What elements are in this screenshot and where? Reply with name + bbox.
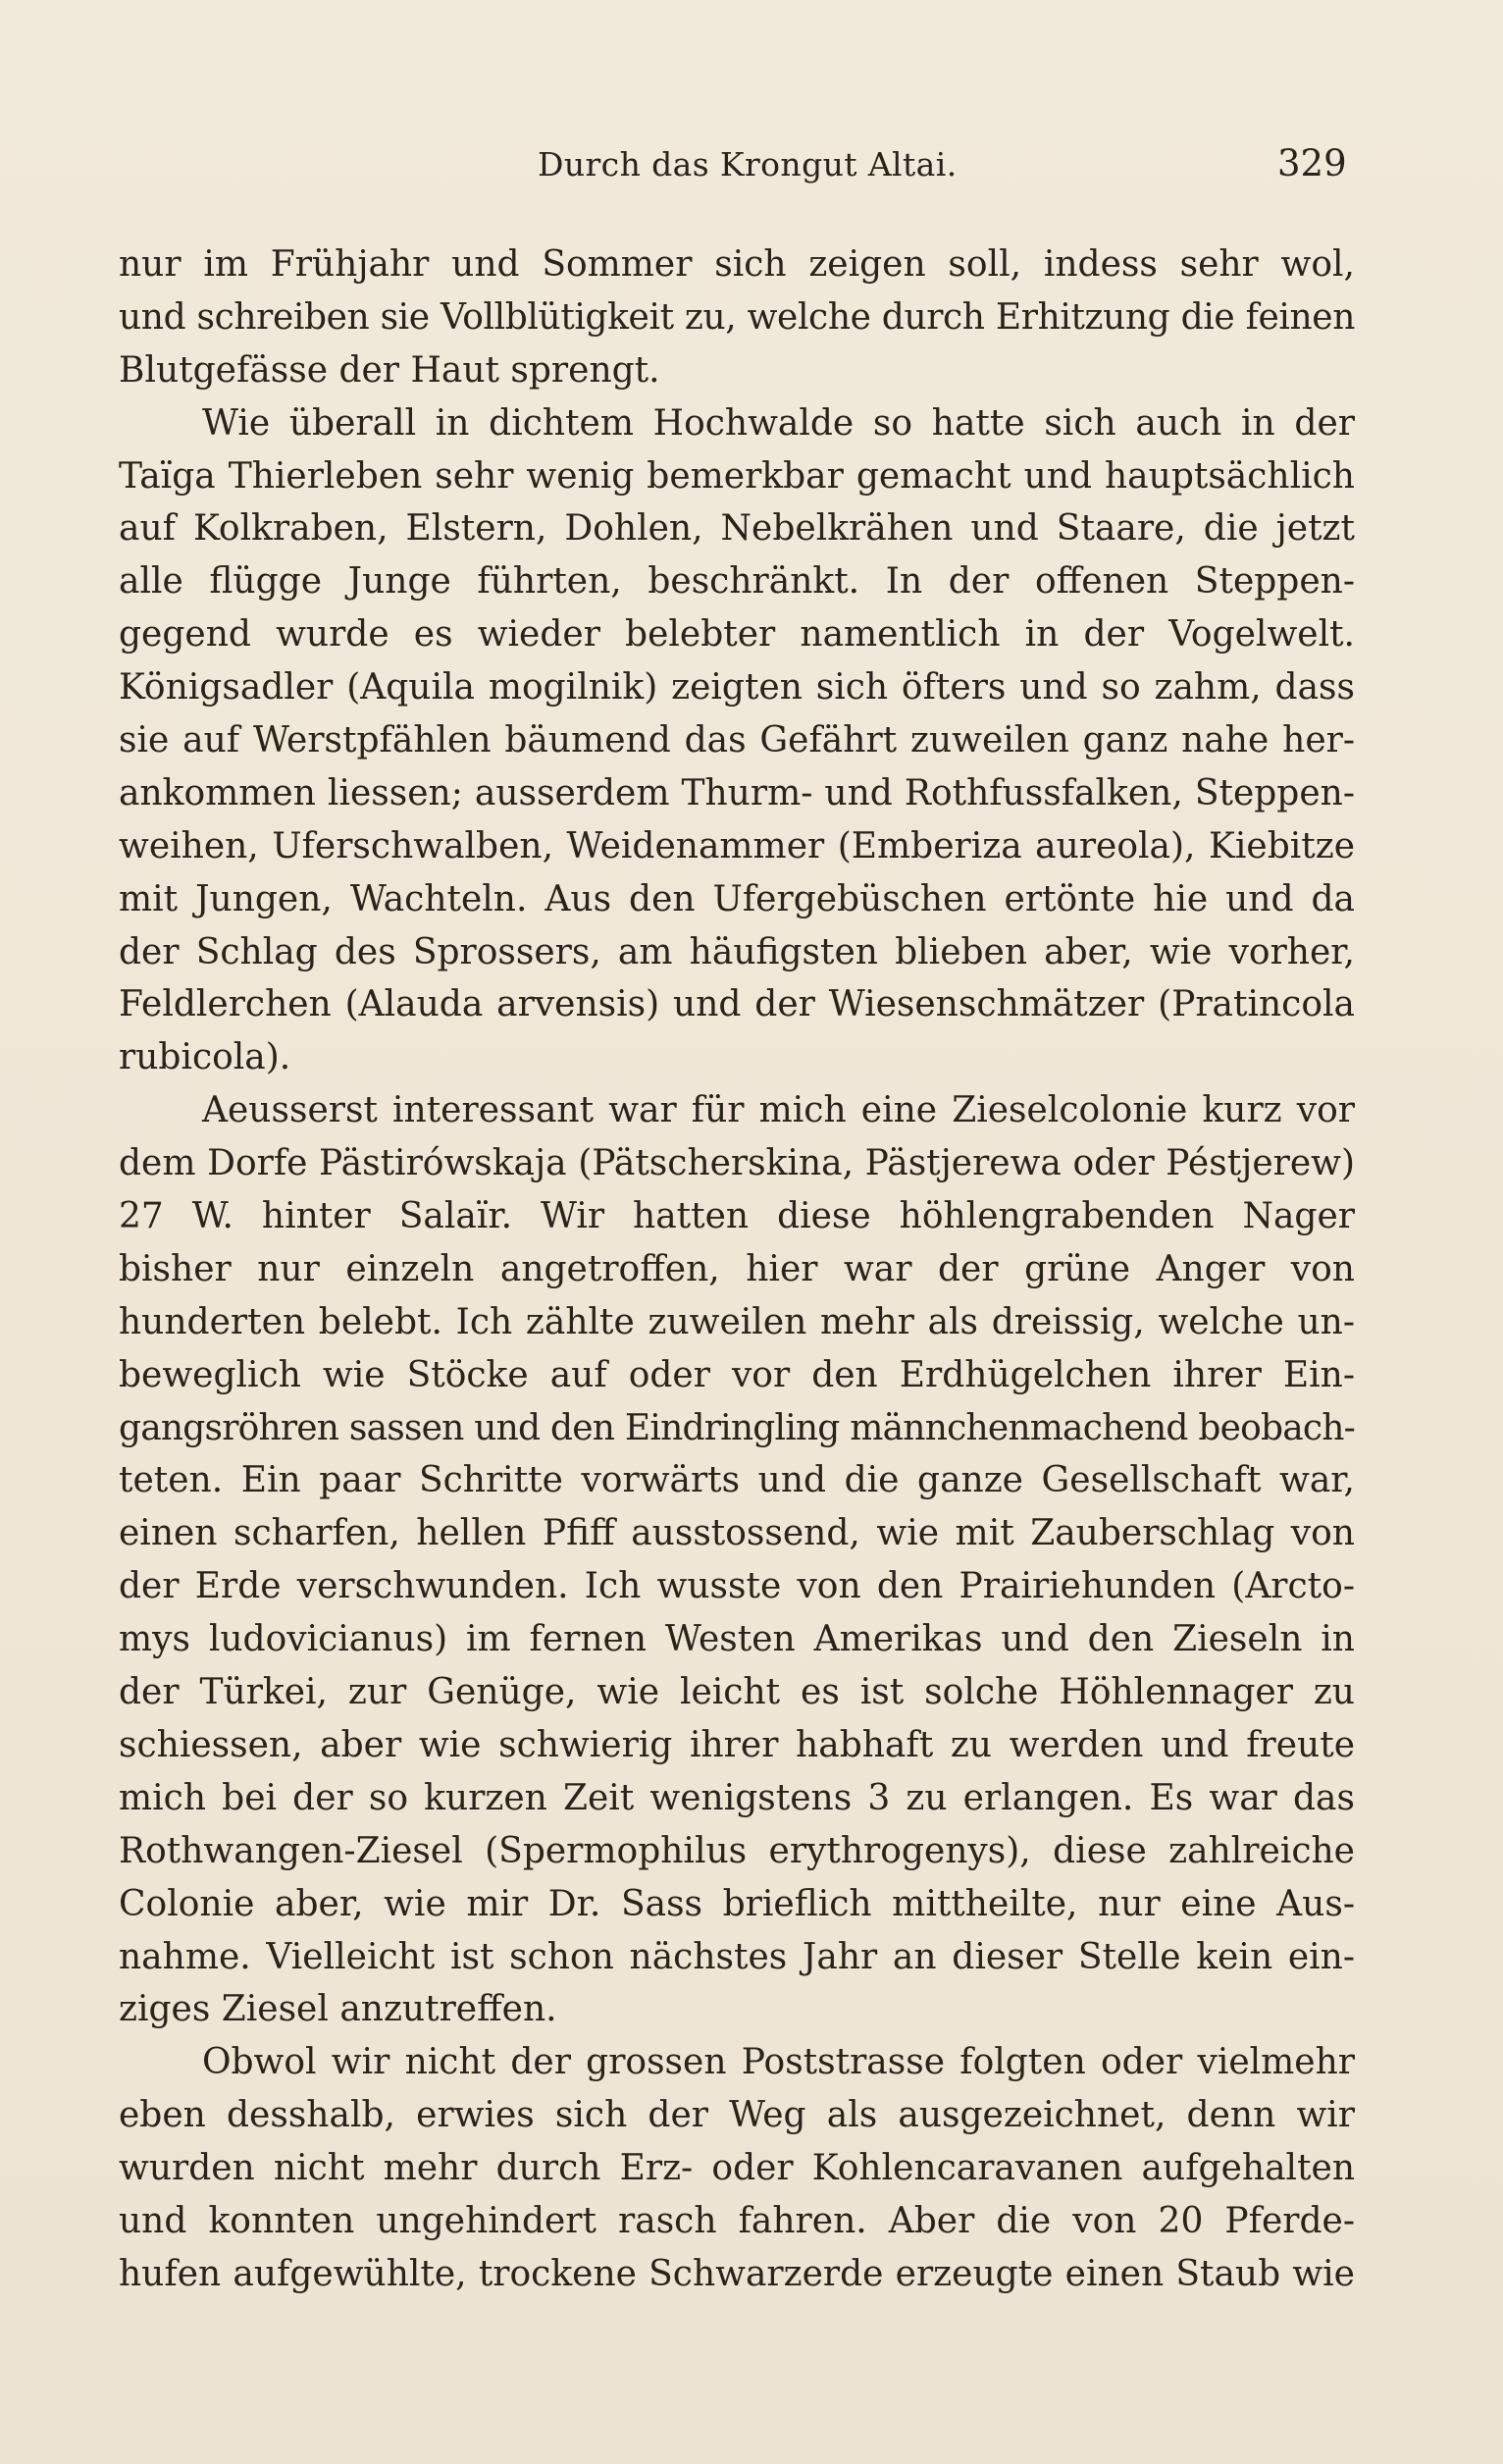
text-line: wurden nicht mehr durch Erz- oder Kohlencaravanen aufgehalten xyxy=(119,2148,1355,2189)
text-line: 27 W. hinter Salaïr. Wir hatten diese höhlengrabenden Nager xyxy=(119,1196,1355,1237)
text-line: Aeusserst interessant war für mich eine Zieselcolonie kurz vor xyxy=(202,1090,1355,1131)
text-line: mich bei der so kurzen Zeit wenigstens 3 zu erlangen. Es war das xyxy=(119,1777,1355,1818)
text-line: Obwol wir nicht der grossen Poststrasse folgten oder vielmehr xyxy=(202,2042,1355,2083)
text-line: teten. Ein paar Schritte vorwärts und die ganze Gesellschaft war, xyxy=(119,1460,1355,1501)
text-line: auf Kolkraben, Elstern, Dohlen, Nebelkrähen und Staare, die jetzt xyxy=(119,508,1355,550)
text-line: hufen aufgewühlte, trockene Schwarzerde erzeugte einen Staub wie xyxy=(119,2253,1355,2294)
text-line: der Erde verschwunden. Ich wusste von den Prairiehunden (Arcto- xyxy=(119,1566,1355,1607)
text-line: schiessen, aber wie schwierig ihrer habhaft zu werden und freute xyxy=(119,1724,1355,1765)
text-line: nur im Frühjahr und Sommer sich zeigen soll, indess sehr wol, xyxy=(119,244,1355,285)
text-line: Taïga Thierleben sehr wenig bemerkbar gemacht und hauptsächlich xyxy=(119,455,1355,497)
text-line: bisher nur einzeln angetroffen, hier war der grüne Anger von xyxy=(119,1248,1355,1289)
text-line: eben desshalb, erwies sich der Weg als ausgezeichnet, denn wir xyxy=(119,2095,1355,2136)
text-line: Wie überall in dichtem Hochwalde so hatte sich auch in der xyxy=(202,402,1355,444)
text-line: der Türkei, zur Genüge, wie leicht es ist solche Höhlennager zu xyxy=(119,1672,1355,1713)
text-line: rubicola). xyxy=(119,1037,291,1078)
page-number: 329 xyxy=(1277,142,1347,184)
text-line: mys ludovicianus) im fernen Westen Amerikas und den Zieseln in xyxy=(119,1619,1355,1660)
text-line: Feldlerchen (Alauda arvensis) und der Wiesenschmätzer (Pratincola xyxy=(119,984,1355,1025)
text-line: einen scharfen, hellen Pfiff ausstossend, wie mit Zauberschlag von xyxy=(119,1513,1355,1554)
text-line: Blutgefässe der Haut sprengt. xyxy=(119,349,660,391)
text-line: beweglich wie Stöcke auf oder vor den Erdhügelchen ihrer Ein- xyxy=(119,1354,1355,1395)
text-line: ankommen liessen; ausserdem Thurm- und Rothfussfalken, Steppen- xyxy=(119,772,1355,813)
text-line: gegend wurde es wieder belebter namentlich in der Vogelwelt. xyxy=(119,614,1355,655)
text-line: nahme. Vielleicht ist schon nächstes Jahr an dieser Stelle kein ein- xyxy=(119,1936,1355,1977)
running-head xyxy=(0,142,1503,194)
text-line: ziges Ziesel anzutreffen. xyxy=(119,1989,557,2030)
running-title: Durch das Krongut Altai. xyxy=(538,145,958,183)
body-text xyxy=(119,238,1355,2301)
text-line: Königsadler (Aquila mogilnik) zeigten sich öfters und so zahm, dass xyxy=(119,667,1355,708)
text-line: der Schlag des Sprossers, am häufigsten blieben aber, wie vorher, xyxy=(119,931,1355,972)
text-line: mit Jungen, Wachteln. Aus den Ufergebüschen ertönte hie und da xyxy=(119,878,1355,919)
text-line: gangsröhren sassen und den Eindringling männchenmachend beobach- xyxy=(119,1407,1355,1448)
text-line: weihen, Uferschwalben, Weidenammer (Emberiza aureola), Kiebitze xyxy=(119,825,1355,866)
text-line: und schreiben sie Vollblütigkeit zu, welche durch Erhitzung die feinen xyxy=(119,296,1355,338)
text-line: alle flügge Junge führten, beschränkt. In der offenen Steppen- xyxy=(119,561,1355,603)
text-line: dem Dorfe Pästirówskaja (Pätscherskina, Pästjerewa oder Péstjerew) xyxy=(119,1143,1355,1184)
text-line: hunderten belebt. Ich zählte zuweilen mehr als dreissig, welche un- xyxy=(119,1301,1355,1342)
text-line: Rothwangen-Ziesel (Spermophilus erythrogenys), diese zahlreiche xyxy=(119,1830,1355,1871)
text-line: Colonie aber, wie mir Dr. Sass brieflich mittheilte, nur eine Aus- xyxy=(119,1883,1355,1924)
text-line: sie auf Werstpfählen bäumend das Gefährt zuweilen ganz nahe her- xyxy=(119,720,1355,761)
text-line: und konnten ungehindert rasch fahren. Aber die von 20 Pferde- xyxy=(119,2200,1355,2241)
